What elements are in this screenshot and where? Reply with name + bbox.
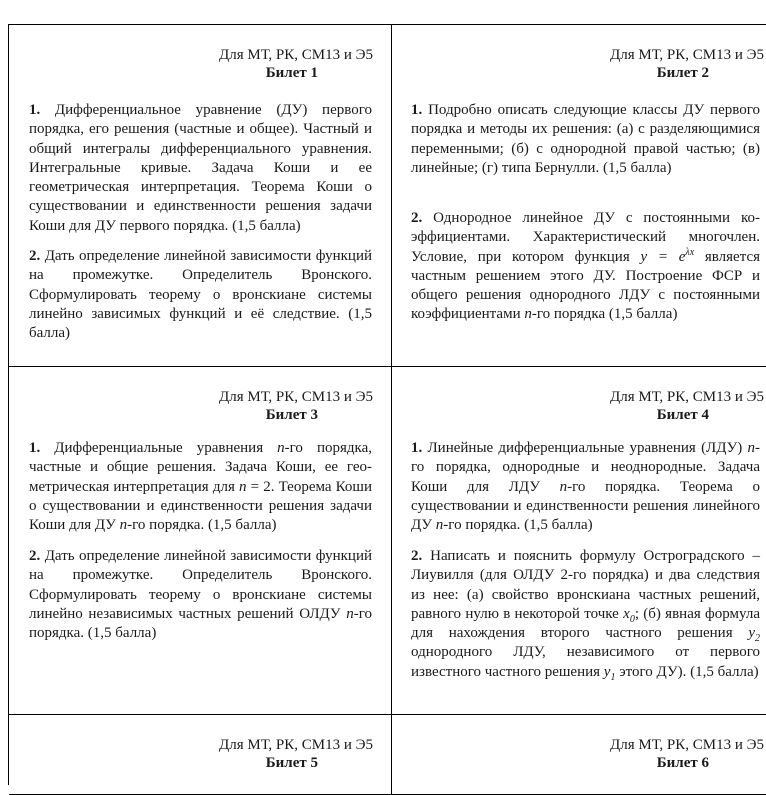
var-base: y	[748, 625, 755, 642]
question-2	[29, 247, 372, 343]
var-sub: 1	[610, 671, 616, 683]
question-text: -го порядка. (1,5 балла)	[29, 605, 372, 642]
question-text: Подробно описать следующие классы ДУ первого порядка и методы их решения: (а) с разделяющимися переменными; (б) с однородной правой частью; (в) линейные; (г) типа Бернулли. (1,5 балла)	[411, 102, 761, 176]
question-number: 2.	[29, 248, 41, 264]
question-text: = 2. Теорема Коши о существовании и единственности решения задачи Коши для ДУ	[29, 478, 373, 534]
question-number: 2.	[411, 548, 423, 564]
question-text: Дифференциальные уравнения	[54, 440, 278, 456]
question-number: 2.	[29, 548, 41, 564]
question-text: Однородное линейное ДУ с постоянными коэффициентами. Характеристический многочлен. Условие, при котором функция	[411, 210, 761, 265]
header-label: Для МТ, РК, СМ13 и Э5	[610, 737, 764, 753]
italic-n: n	[747, 440, 756, 456]
ticket-5	[9, 715, 392, 795]
ticket-header	[219, 46, 373, 82]
question-number: 1.	[411, 102, 423, 118]
question-text: -го порядка (1,5 балла)	[531, 306, 678, 323]
question-text: является частным решением этого ДУ. Построение ФСР и общего решения однородного ЛДУ с постоянными коэффициентами	[411, 248, 761, 323]
ticket-header	[610, 388, 764, 424]
question-2	[411, 209, 760, 325]
ticket-header	[610, 46, 764, 82]
question-text: Дифференциальное уравнение (ДУ) первого порядка, его решения (частные и общее). Частный и общий интегралы дифференциального уравнения. Интегральные кривые. Задача Коши и ее геометрическая интерпретация. Теорема Коши о существовании и единственности решения задачи Коши для ДУ первого порядка. (1,5 балла)	[29, 102, 373, 234]
ticket-title: Билет 3	[265, 407, 318, 423]
question-text: Написать и пояснить формулу Остроградского – Лиувилля (для ОЛДУ 2-го порядка) и два следствия из нее: (а) свойство вронскиана частных решений, равного нулю в некоторой точке	[411, 548, 761, 622]
tickets-grid	[8, 24, 766, 785]
question-2	[411, 547, 760, 682]
question-number: 1.	[29, 440, 41, 456]
ticket-header	[610, 736, 764, 772]
question-number: 1.	[411, 440, 423, 456]
ticket-2	[392, 25, 766, 367]
italic-n: n	[238, 478, 247, 495]
ticket-title: Билет 4	[656, 407, 709, 423]
header-label: Для МТ, РК, СМ13 и Э5	[219, 389, 373, 405]
ticket-1	[9, 25, 392, 367]
italic-n: n	[524, 306, 532, 323]
ticket-header	[219, 388, 373, 424]
header-label: Для МТ, РК, СМ13 и Э5	[219, 737, 373, 753]
var-sub: 0	[629, 613, 635, 625]
italic-n: n	[346, 605, 354, 622]
ticket-header	[219, 736, 373, 772]
variable-x0	[623, 605, 635, 625]
variable-y2	[748, 625, 760, 645]
question-1	[411, 101, 760, 178]
ticket-title: Билет 1	[265, 65, 318, 81]
question-text: -го порядка. (1,5 балла)	[127, 517, 277, 534]
header-label: Для МТ, РК, СМ13 и Э5	[610, 389, 764, 405]
ticket-4	[392, 367, 766, 715]
question-1	[411, 439, 760, 535]
question-text: однородного ЛДУ, независимого от первого известного частного решения	[411, 644, 760, 680]
question-text: этого ДУ). (1,5 балла)	[615, 663, 759, 680]
formula-base: y = e	[640, 248, 686, 265]
var-sub: 2	[755, 633, 760, 645]
ticket-title: Билет 6	[656, 755, 709, 771]
ticket-title: Билет 2	[656, 65, 709, 81]
variable-y1	[603, 663, 616, 683]
question-text: Дать определение линейной зависимости функций на промежутке. Определитель Вронского. Сформулировать теорему о вронскиане системы линейно независимых частных решений ОЛДУ	[29, 548, 373, 622]
ticket-3	[9, 367, 392, 715]
header-label: Для МТ, РК, СМ13 и Э5	[219, 47, 373, 63]
ticket-6	[392, 715, 766, 795]
question-1	[29, 101, 372, 236]
italic-n: n	[119, 517, 128, 534]
formula-exponent: λx	[685, 246, 695, 258]
italic-n: n	[435, 517, 444, 534]
question-text: -го порядка. (1,5 балла)	[443, 517, 593, 534]
italic-n: n	[559, 478, 568, 495]
question-text: -го порядка, однородные и неоднородные. Задача Коши для ЛДУ	[411, 440, 761, 495]
question-text: -го порядка. Теорема о существовании и единственности решения линейного ДУ	[411, 478, 760, 534]
header-label: Для МТ, РК, СМ13 и Э5	[610, 47, 764, 63]
formula	[640, 246, 695, 265]
question-number: 1.	[29, 102, 41, 118]
ticket-title: Билет 5	[265, 755, 318, 771]
question-text: -го порядка, частные и общие решения. Задача Коши, ее геометрическая интерпретация для	[29, 440, 372, 495]
var-base: x	[623, 605, 630, 622]
question-text: ; (б) явная формула для нахождения второго частного решения	[411, 605, 761, 642]
question-2	[29, 547, 372, 643]
var-base: y	[603, 663, 611, 680]
question-text: Линейные дифференциальные уравнения (ЛДУ)	[427, 440, 748, 456]
question-1	[29, 439, 372, 535]
question-text: Дать определение линейной зависимости функций на промежутке. Определитель Вронского. Сформулировать теорему о вронскиане системы линейно зависимых функций и её следствие. (1,5 балла)	[29, 248, 373, 342]
italic-n: n	[277, 440, 285, 456]
question-number: 2.	[411, 210, 423, 226]
